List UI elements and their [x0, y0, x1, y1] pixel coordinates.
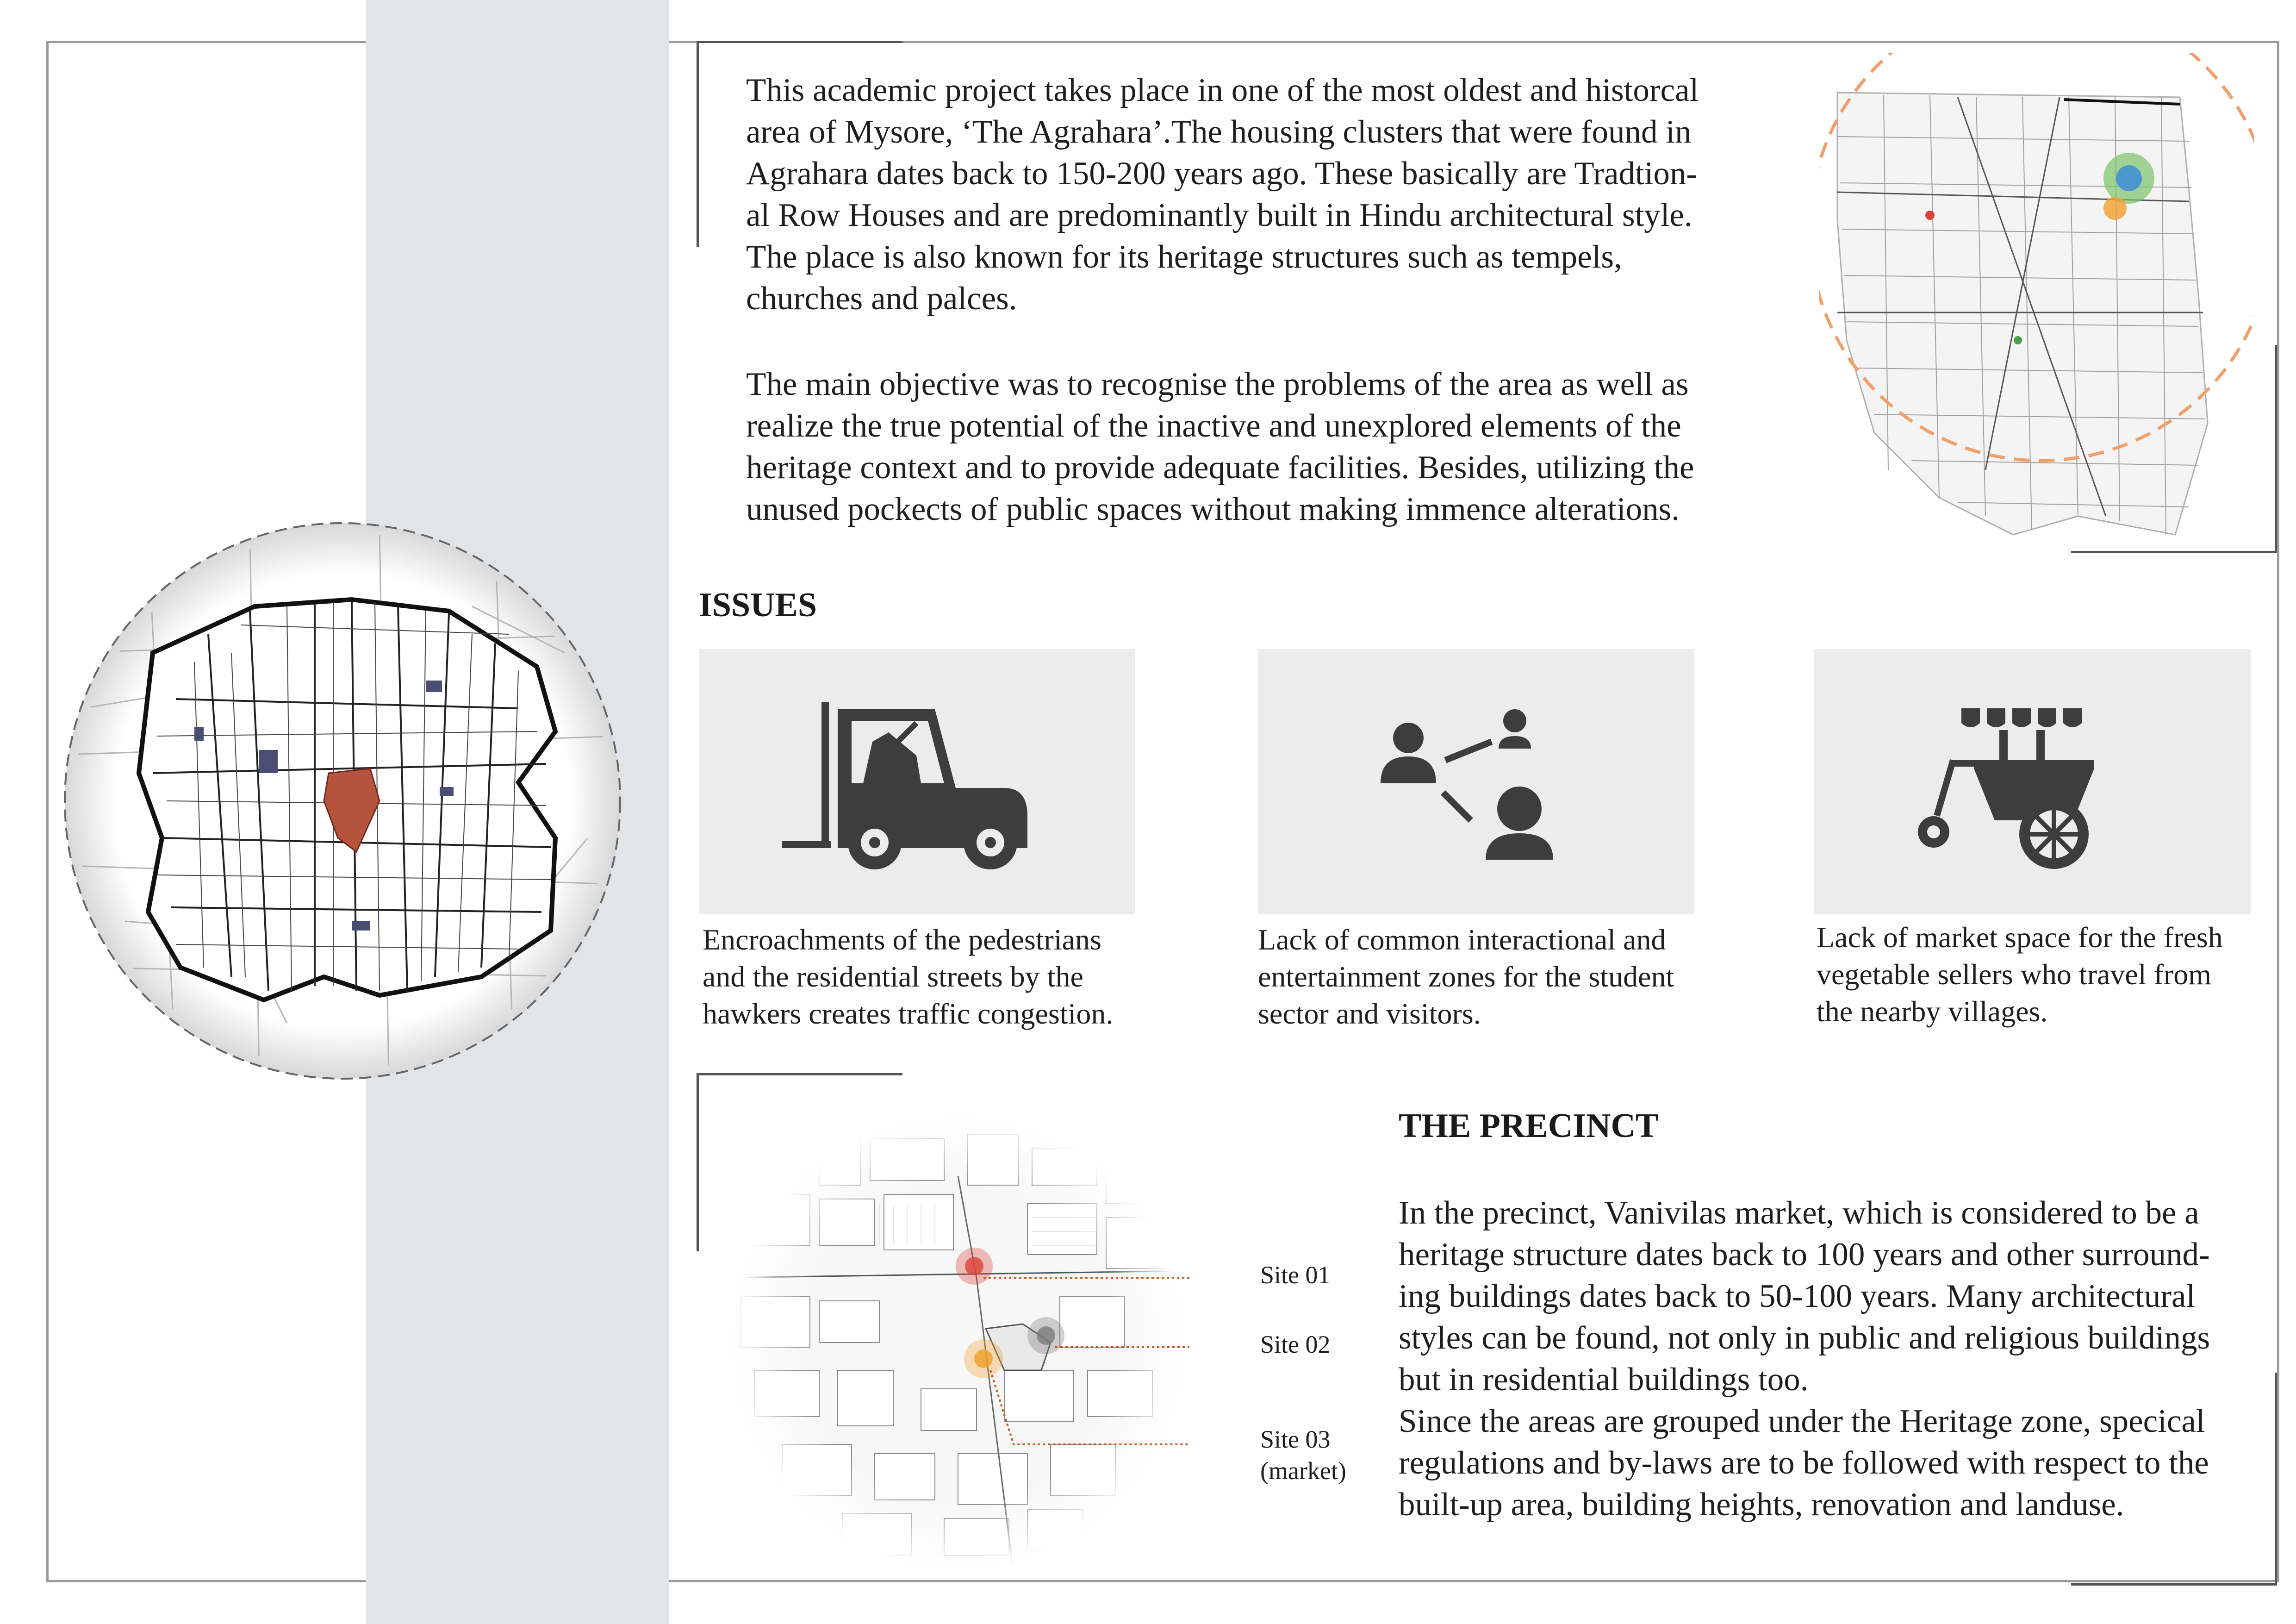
- issue-card: [1258, 649, 1694, 914]
- issue-caption: [703, 921, 1113, 1032]
- forklift-icon: [699, 649, 1135, 914]
- frame-top-right: [669, 41, 2279, 43]
- caption-line: Lack of market space for the fresh: [1817, 921, 2223, 954]
- intro-line: area of Mysore, ‘The Agrahara’.The housing clusters that were found in: [746, 114, 1692, 150]
- frame-top-left: [46, 41, 366, 43]
- caption-line: sector and visitors.: [1258, 997, 1481, 1030]
- precinct-line: but in residential buildings too.: [1399, 1362, 1809, 1398]
- frame-bottom-left: [46, 1580, 366, 1582]
- city-map: [56, 514, 629, 1088]
- intro-line: The place is also known for its heritage structures such as tempels,: [746, 239, 1622, 275]
- precinct-map-graphic: [727, 1111, 1189, 1574]
- intro-line: churches and palces.: [746, 281, 1017, 317]
- caption-line: entertainment zones for the student: [1258, 960, 1674, 993]
- area-map: [1819, 53, 2254, 549]
- intro-line: This academic project takes place in one of the most oldest and historcal: [746, 72, 1699, 108]
- precinct-heading: THE PRECINCT: [1399, 1107, 1659, 1145]
- caption-line: Encroachments of the pedestrians: [703, 923, 1101, 956]
- site-label: Site 01: [1260, 1261, 1331, 1289]
- issue-card: [1814, 649, 2251, 914]
- site-label: Site 02: [1260, 1330, 1331, 1358]
- issues-heading: ISSUES: [699, 586, 817, 624]
- intro-line: realize the true potential of the inactive and unexplored elements of the: [746, 408, 1681, 444]
- intro-line: The main objective was to recognise the problems of the area as well as: [746, 366, 1689, 402]
- intro-line: Agrahara dates back to 150-200 years ago. These basically are Tradtion-: [746, 156, 1698, 192]
- people-network-icon: [1258, 649, 1694, 914]
- precinct-line: ing buildings dates back to 50-100 years. Many architectural: [1399, 1278, 2196, 1314]
- precinct-line: In the precinct, Vanivilas market, which is considered to be a: [1399, 1195, 2199, 1231]
- precinct-map: [727, 1111, 1189, 1574]
- caption-line: hawkers creates traffic congestion.: [703, 997, 1114, 1030]
- issue-caption: [1817, 919, 2223, 1030]
- issue-card: [699, 649, 1135, 914]
- frame-right: [2277, 41, 2279, 1582]
- precinct-line: regulations and by-laws are to be followed with respect to the: [1399, 1445, 2209, 1481]
- precinct-line: Since the areas are grouped under the Heritage zone, specical: [1399, 1403, 2205, 1439]
- issue-caption: [1258, 921, 1674, 1032]
- precinct-line: styles can be found, not only in public and religious buildings: [1399, 1320, 2210, 1356]
- intro-paragraph-2: [746, 363, 1694, 530]
- caption-line: Lack of common interactional and: [1258, 923, 1666, 956]
- city-map-graphic: [56, 514, 629, 1088]
- caption-line: and the residential streets by the: [703, 960, 1083, 993]
- site-label: Site 03: [1260, 1425, 1331, 1453]
- intro-line: heritage context and to provide adequate facilities. Besides, utilizing the: [746, 450, 1694, 486]
- precinct-paragraph: [1399, 1192, 2210, 1525]
- caption-line: vegetable sellers who travel from: [1817, 958, 2211, 991]
- intro-line: unused pockects of public spaces without making immence alterations.: [746, 491, 1680, 527]
- intro-paragraph-1: [746, 69, 1699, 319]
- precinct-line: built-up area, building heights, renovation and landuse.: [1399, 1487, 2124, 1523]
- market-cart-icon: [1814, 649, 2251, 914]
- site-label-sub: (market): [1260, 1457, 1346, 1485]
- caption-line: the nearby villages.: [1817, 995, 2048, 1028]
- frame-bottom-right: [669, 1580, 2279, 1582]
- frame-left: [46, 41, 49, 1582]
- precinct-line: heritage structure dates back to 100 years and other surround-: [1399, 1237, 2210, 1273]
- area-map-graphic: [1819, 53, 2254, 549]
- intro-line: al Row Houses and are predominantly built in Hindu architectural style.: [746, 197, 1692, 233]
